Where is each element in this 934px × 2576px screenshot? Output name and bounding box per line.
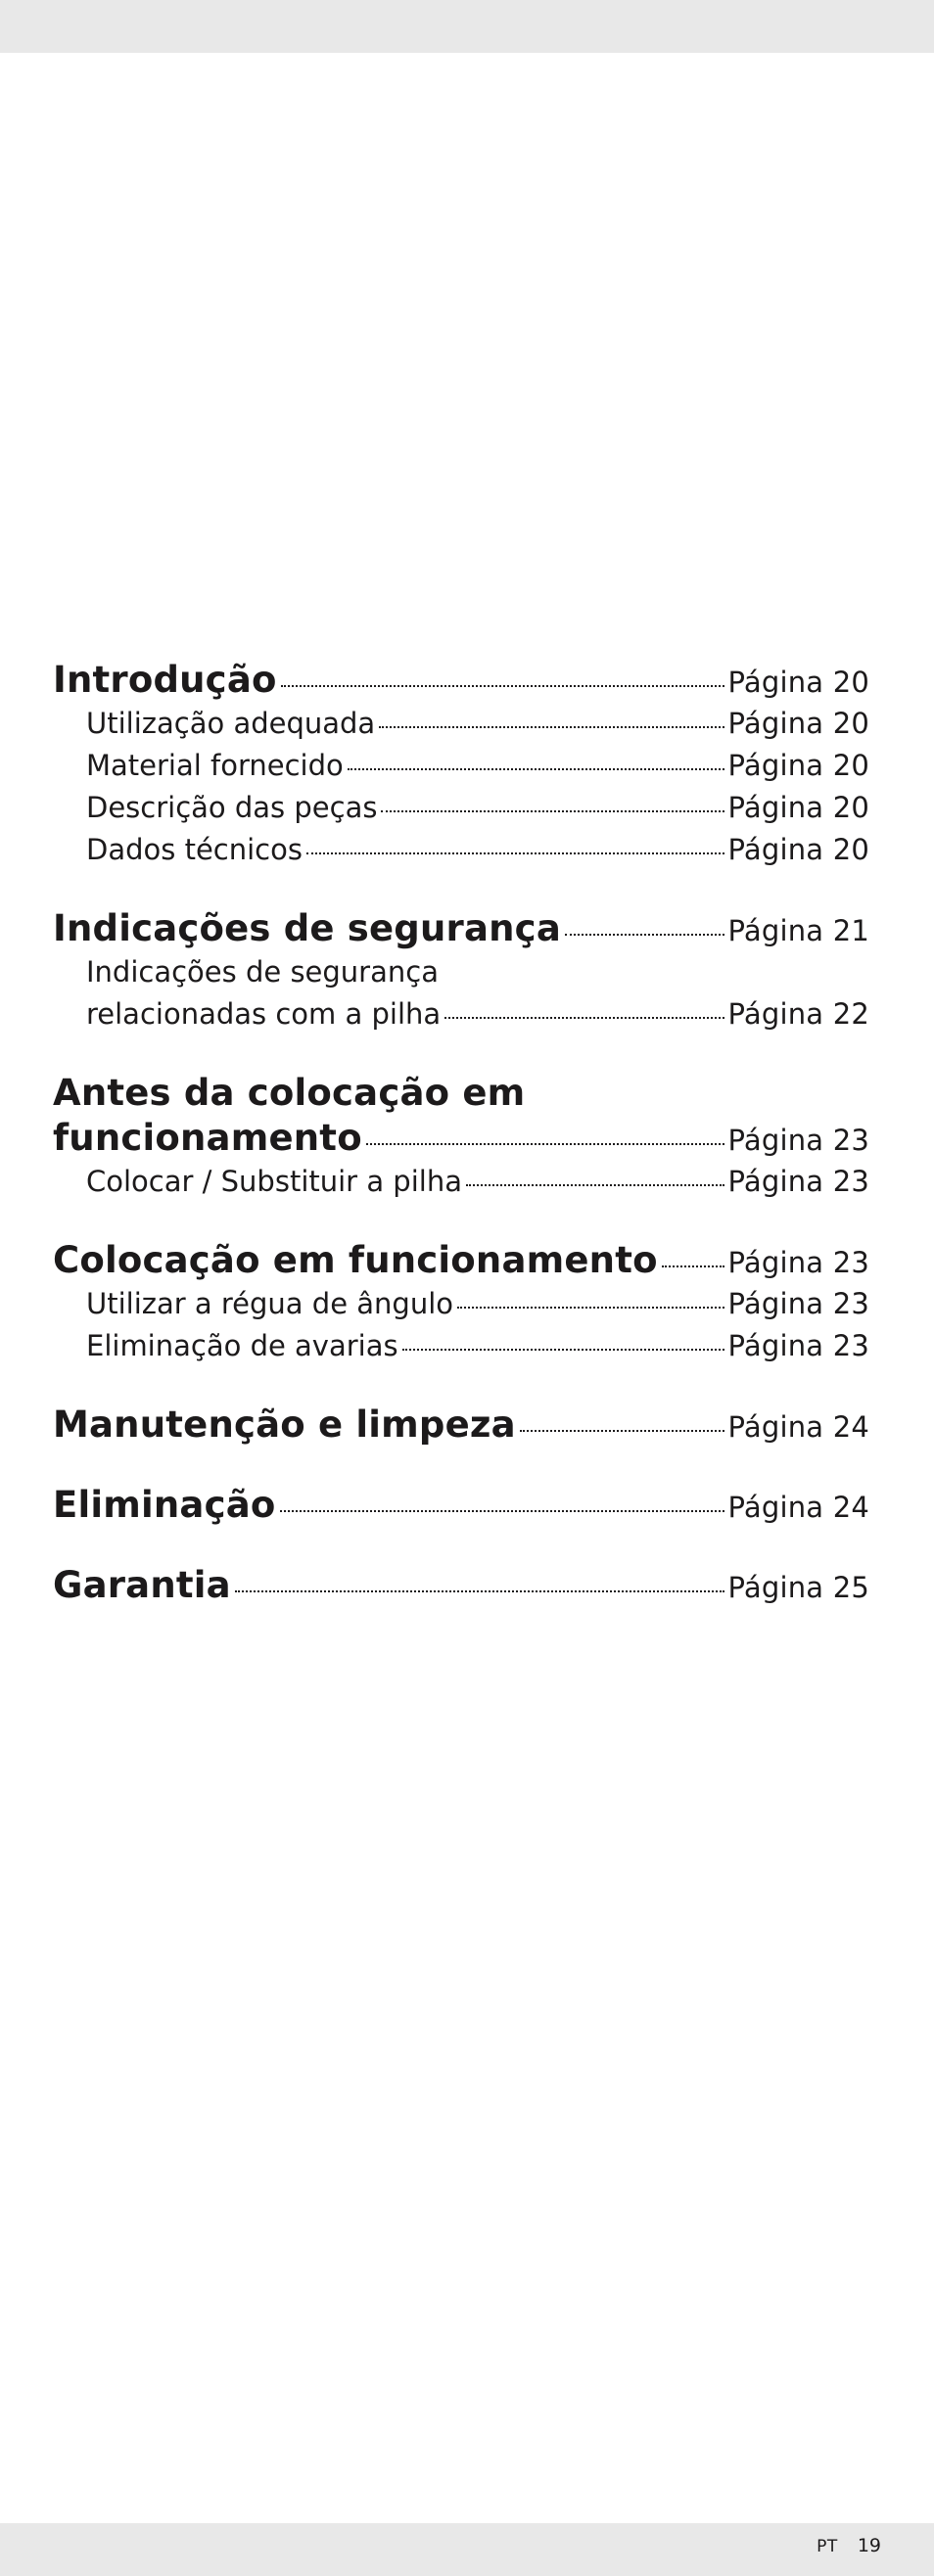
toc-section-intro — [53, 658, 869, 871]
toc-entry-warranty[interactable] — [53, 1563, 869, 1608]
footer-page-number: 19 — [857, 2535, 881, 2556]
dot-leader — [381, 810, 724, 812]
toc-entry-title: Utilização adequada — [86, 707, 376, 740]
toc-entry-troubleshooting[interactable] — [53, 1325, 869, 1367]
toc-entry-title: Dados técnicos — [86, 833, 303, 866]
toc-section-disposal — [53, 1483, 869, 1528]
dot-leader — [280, 1510, 724, 1512]
toc-entry-title: Colocação em funcionamento — [53, 1239, 658, 1281]
toc-entry-page: Página 23 — [727, 1287, 869, 1320]
toc-entry-page: Página 20 — [727, 707, 869, 740]
toc-section-maintenance — [53, 1403, 869, 1448]
toc-entry-operation[interactable] — [53, 1238, 869, 1283]
dot-leader — [402, 1349, 724, 1351]
dot-leader — [366, 1143, 724, 1145]
toc-entry-title: Introdução — [53, 659, 277, 701]
toc-entry-page: Página 23 — [727, 1246, 869, 1279]
toc-entry-title: Indicações de segurança — [53, 907, 561, 949]
page-footer — [817, 2535, 881, 2556]
footer-language: PT — [817, 2537, 838, 2556]
toc-section-before-use — [53, 1071, 869, 1203]
bottom-band — [0, 2523, 934, 2576]
toc-entry-page: Página 20 — [727, 666, 869, 699]
dot-leader — [565, 934, 724, 936]
toc-entry-maintenance[interactable] — [53, 1403, 869, 1448]
toc-entry-page: Página 22 — [727, 997, 869, 1031]
toc-entry-page: Página 20 — [727, 833, 869, 866]
dot-leader — [444, 1017, 724, 1019]
toc-entry-page: Página 25 — [727, 1571, 869, 1604]
toc-entry-page: Página 23 — [727, 1329, 869, 1362]
toc-entry-angle-ruler[interactable] — [53, 1283, 869, 1325]
toc-section-warranty — [53, 1563, 869, 1608]
toc-entry-title: Eliminação de avarias — [86, 1329, 398, 1362]
toc-entry-page: Página 21 — [727, 914, 869, 947]
toc-entry-parts-description[interactable] — [53, 787, 869, 829]
toc-entry-page: Página 23 — [727, 1165, 869, 1198]
toc-entry-technical-data[interactable] — [53, 829, 869, 871]
toc-entry-title: Colocar / Substituir a pilha — [86, 1165, 462, 1198]
toc-entry-title: Garantia — [53, 1564, 231, 1606]
toc-entry-title: relacionadas com a pilha — [86, 997, 442, 1031]
toc-entry-battery-safety[interactable] — [53, 993, 869, 1035]
toc-entry-title: Utilizar a régua de ângulo — [86, 1287, 454, 1320]
table-of-contents — [53, 658, 869, 1608]
toc-entry-page: Página 24 — [727, 1410, 869, 1444]
toc-entry-supplied-material[interactable] — [53, 745, 869, 787]
dot-leader — [466, 1184, 724, 1186]
toc-entry-before-use-line1[interactable]: Antes da colocação em — [53, 1072, 526, 1114]
toc-entry-page: Página 24 — [727, 1491, 869, 1524]
toc-entry-page: Página 23 — [727, 1124, 869, 1157]
dot-leader — [379, 726, 724, 728]
toc-entry-title: Material fornecido — [86, 749, 344, 782]
toc-entry-title: Eliminação — [53, 1484, 276, 1526]
dot-leader — [348, 768, 724, 770]
dot-leader — [662, 1265, 724, 1267]
toc-section-safety — [53, 906, 869, 1035]
toc-entry-disposal[interactable] — [53, 1483, 869, 1528]
toc-entry-page: Página 20 — [727, 791, 869, 824]
toc-entry-safety[interactable] — [53, 906, 869, 951]
toc-entry-battery-safety-line1[interactable]: Indicações de segurança — [86, 955, 439, 989]
dot-leader — [306, 852, 724, 854]
dot-leader — [281, 685, 724, 687]
toc-entry-intended-use[interactable] — [53, 703, 869, 745]
toc-entry-intro[interactable] — [53, 658, 869, 703]
toc-entry-title: Manutenção e limpeza — [53, 1403, 516, 1446]
dot-leader — [520, 1430, 724, 1432]
toc-entry-before-use[interactable] — [53, 1116, 869, 1161]
toc-entry-title: Descrição das peças — [86, 791, 378, 824]
toc-section-operation — [53, 1238, 869, 1367]
toc-entry-title: funcionamento — [53, 1117, 362, 1159]
toc-entry-page: Página 20 — [727, 749, 869, 782]
toc-entry-battery-replace[interactable] — [53, 1161, 869, 1203]
dot-leader — [457, 1307, 724, 1309]
dot-leader — [235, 1590, 724, 1592]
top-band — [0, 0, 934, 53]
